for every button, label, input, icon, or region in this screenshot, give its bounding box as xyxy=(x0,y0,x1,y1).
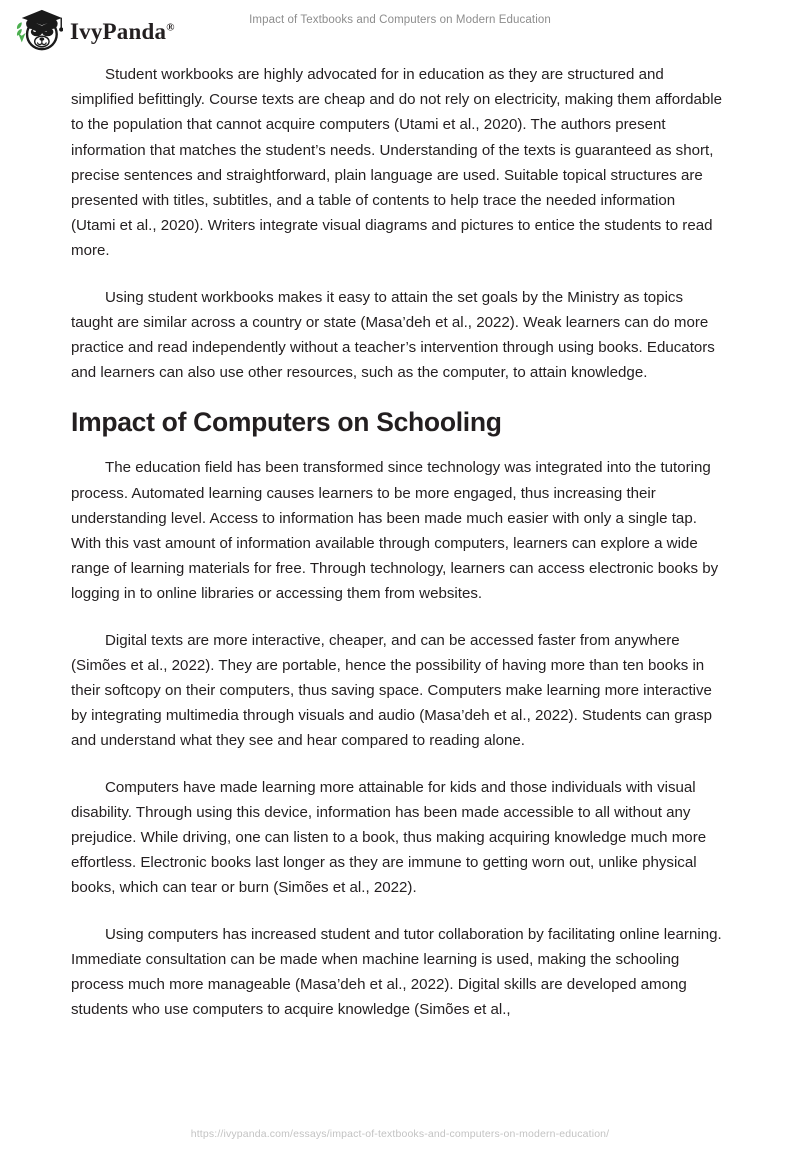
brand-name-text: IvyPanda® xyxy=(70,18,175,44)
paragraph: The education field has been transformed since technology was integrated into the tutoring process. Automated learning causes learners to be more engaged, thus increasing their understanding level. Access to information has been made much easier with only a single tap. With this vast amount of information available through computers, learners can explore a wide range of learning materials for free. Through technology, learners can access electronic books by logging in to online libraries or accessing them from websites. xyxy=(71,459,719,603)
page-footer xyxy=(0,1124,800,1142)
paragraph: Computers have made learning more attainable for kids and those individuals with visual disability. Through using this device, information has been made accessible to all without any prejudice. While driving, one can listen to a book, thus making acquiring knowledge much more effortless. Electronic books last longer as they are immune to getting worn out, unlike physical books, which can tear or burn (Simões et al., 2022). xyxy=(71,778,707,897)
page-header xyxy=(0,0,800,56)
source-url[interactable]: https://ivypanda.com/essays/impact-of-textbooks-and-computers-on-modern-education/ xyxy=(190,1128,610,1140)
document-content xyxy=(71,62,723,1044)
paragraph: Student workbooks are highly advocated for in education as they are structured and simplified befittingly. Course texts are cheap and do not rely on electricity, making them affordable to the population that cannot acquire computers (Utami et al., 2020). The authors present information that matches the student’s needs. Understanding of the texts is guaranteed as short, precise sentences and straightforward, plain language are used. Suitable topical structures are presented with titles, subtitles, and a table of contents to help trace the needed information (Utami et al., 2020). Writers integrate visual diagrams and pictures to entice the students to read more. xyxy=(71,66,723,260)
paragraph: Using computers has increased student and tutor collaboration by facilitating online learning. Immediate consultation can be made when machine learning is used, making the schooling process much more manageable (Masa’deh et al., 2022). Digital skills are developed among students who use computers to acquire knowledge (Simões et al., xyxy=(71,925,722,1019)
section-heading: Impact of Computers on Schooling xyxy=(71,407,502,438)
registered-mark: ® xyxy=(166,20,175,33)
paragraph: Using student workbooks makes it easy to attain the set goals by the Ministry as topics taught are similar across a country or state (Masa’deh et al., 2022). Weak learners can do more practice and read independently without a teacher’s intervention through using books. Educators and learners can also use other resources, such as the computer, to attain knowledge. xyxy=(71,288,715,382)
page-title: Impact of Textbooks and Computers on Modern Education xyxy=(249,14,551,26)
paragraph: Digital texts are more interactive, cheaper, and can be accessed faster from anywhere (Simões et al., 2022). They are portable, hence the possibility of having more than ten books in their softcopy on their computers, thus saving space. Computers make learning more interactive by integrating multimedia through visuals and audio (Masa’deh et al., 2022). Students can grasp and understand what they see and hear compared to reading alone. xyxy=(71,631,713,750)
